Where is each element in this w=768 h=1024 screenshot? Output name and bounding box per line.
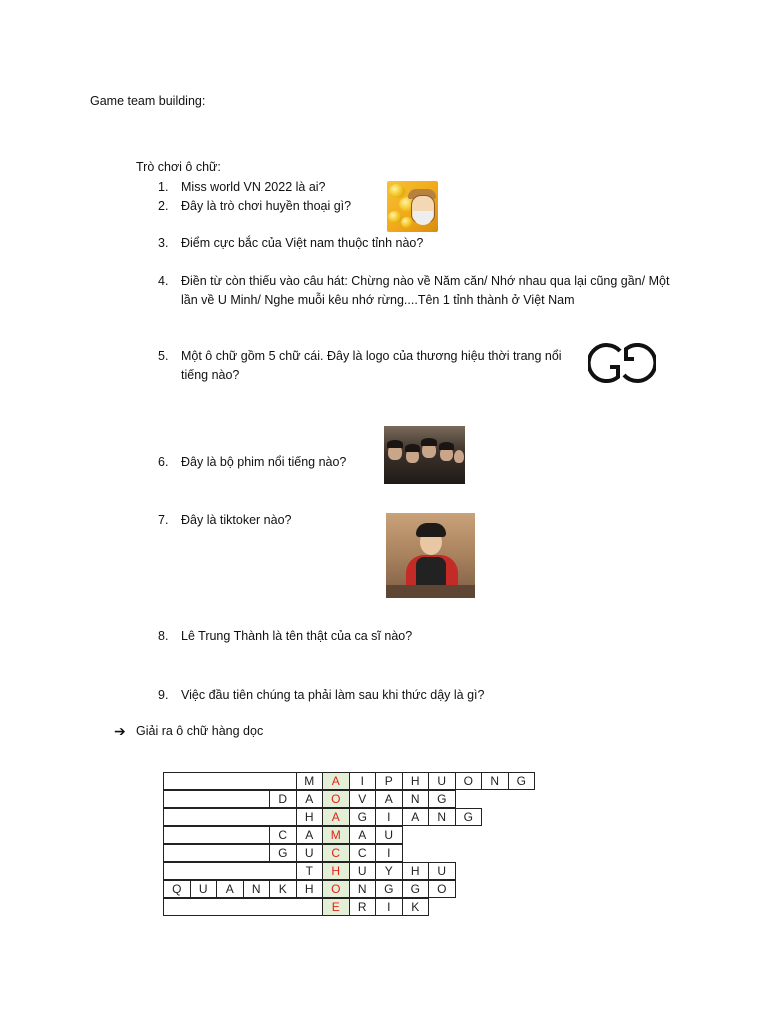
crossword-cell: U	[349, 862, 377, 880]
crossword-cell: I	[375, 808, 403, 826]
crossword-key-cell: E	[322, 898, 350, 916]
question-number: 5.	[158, 349, 169, 363]
crossword-key-cell: M	[322, 826, 350, 844]
tiktoker-photo	[386, 513, 475, 598]
crossword-cell: Q	[163, 880, 191, 898]
crossword-key-cell: A	[322, 808, 350, 826]
question-5	[158, 347, 568, 385]
crossword-cell: P	[375, 772, 403, 790]
question-number: 7.	[158, 513, 169, 527]
crossword-cell: U	[428, 862, 456, 880]
crossword-cell: U	[296, 844, 324, 862]
crossword-key-cell: O	[322, 790, 350, 808]
crossword-cell: N	[481, 772, 509, 790]
crossword-cell: G	[375, 880, 403, 898]
crossword-cell: A	[296, 826, 324, 844]
crossword-cell: H	[402, 772, 430, 790]
question-8	[158, 627, 688, 646]
crossword-cell: A	[296, 790, 324, 808]
movie-still-image	[384, 426, 465, 484]
crossword-cell: N	[243, 880, 271, 898]
crossword-cell: U	[375, 826, 403, 844]
crossword-cell: Y	[375, 862, 403, 880]
crossword-row-blank	[163, 826, 270, 844]
crossword-cell: T	[296, 862, 324, 880]
crossword-cell: G	[269, 844, 297, 862]
crossword-cell: M	[296, 772, 324, 790]
crossword-grid	[163, 772, 533, 917]
crossword-row-blank	[163, 808, 297, 826]
crossword-cell: R	[349, 898, 377, 916]
crossword-row-blank	[163, 790, 270, 808]
question-text: Điền từ còn thiếu vào câu hát: Chừng nào về Năm căn/ Nhớ nhau qua lại cũng gần/ Một lần về U Minh/ Nghe muỗi kêu nhớ rừng....Tên 1 tỉnh thành ở Việt Nam	[181, 274, 670, 307]
crossword-cell: O	[428, 880, 456, 898]
right-arrow-icon: ➔	[114, 723, 126, 739]
crossword-cell: A	[216, 880, 244, 898]
question-number: 1.	[158, 180, 169, 194]
question-3	[158, 234, 688, 253]
question-text: Điểm cực bắc của Việt nam thuộc tỉnh nào?	[181, 236, 424, 250]
crossword-cell: A	[349, 826, 377, 844]
crossword-cell: O	[455, 772, 483, 790]
crossword-cell: C	[269, 826, 297, 844]
question-number: 9.	[158, 688, 169, 702]
crossword-cell: A	[375, 790, 403, 808]
question-9	[158, 686, 688, 705]
crossword-cell: H	[402, 862, 430, 880]
crossword-cell: G	[402, 880, 430, 898]
crossword-cell: K	[269, 880, 297, 898]
crossword-cell: V	[349, 790, 377, 808]
crossword-cell: I	[375, 844, 403, 862]
question-number: 8.	[158, 629, 169, 643]
question-number: 3.	[158, 236, 169, 250]
question-text: Một ô chữ gồm 5 chữ cái. Đây là logo của thương hiệu thời trang nổi tiếng nào?	[181, 349, 562, 382]
crossword-row-blank	[163, 844, 270, 862]
crossword-cell: G	[508, 772, 536, 790]
crossword-row-blank	[163, 862, 297, 880]
crossword-cell: I	[349, 772, 377, 790]
crossword-cell: I	[375, 898, 403, 916]
crossword-cell: G	[455, 808, 483, 826]
question-text: Miss world VN 2022 là ai?	[181, 180, 326, 194]
gucci-logo	[588, 339, 656, 387]
crossword-cell: N	[428, 808, 456, 826]
question-number: 2.	[158, 199, 169, 213]
crossword-cell: U	[190, 880, 218, 898]
question-text: Đây là trò chơi huyền thoại gì?	[181, 199, 352, 213]
crossword-row-blank	[163, 898, 323, 916]
crossword-key-cell: H	[322, 862, 350, 880]
instruction-text: Giải ra ô chữ hàng dọc	[136, 724, 264, 738]
crossword-cell: C	[349, 844, 377, 862]
crossword-key-cell: A	[322, 772, 350, 790]
question-text: Lê Trung Thành là tên thật của ca sĩ nào?	[181, 629, 413, 643]
crossword-key-cell: C	[322, 844, 350, 862]
crossword-cell: U	[428, 772, 456, 790]
game-intro: Trò chơi ô chữ:	[136, 160, 221, 174]
crossword-cell: N	[402, 790, 430, 808]
crossword-cell: G	[349, 808, 377, 826]
question-text: Việc đầu tiên chúng ta phải làm sau khi thức dậy là gì?	[181, 688, 485, 702]
crossword-cell: H	[296, 808, 324, 826]
crossword-key-cell: O	[322, 880, 350, 898]
question-text: Đây là tiktoker nào?	[181, 513, 292, 527]
question-number: 6.	[158, 455, 169, 469]
document-title: Game team building:	[90, 94, 206, 108]
crossword-cell: A	[402, 808, 430, 826]
gold-miner-game-image	[387, 181, 438, 232]
question-text: Đây là bộ phim nổi tiếng nào?	[181, 455, 347, 469]
crossword-row-blank	[163, 772, 297, 790]
crossword-cell: G	[428, 790, 456, 808]
crossword-cell: H	[296, 880, 324, 898]
crossword-cell: K	[402, 898, 430, 916]
question-number: 4.	[158, 274, 169, 288]
crossword-cell: N	[349, 880, 377, 898]
question-4	[158, 272, 678, 310]
crossword-cell: D	[269, 790, 297, 808]
